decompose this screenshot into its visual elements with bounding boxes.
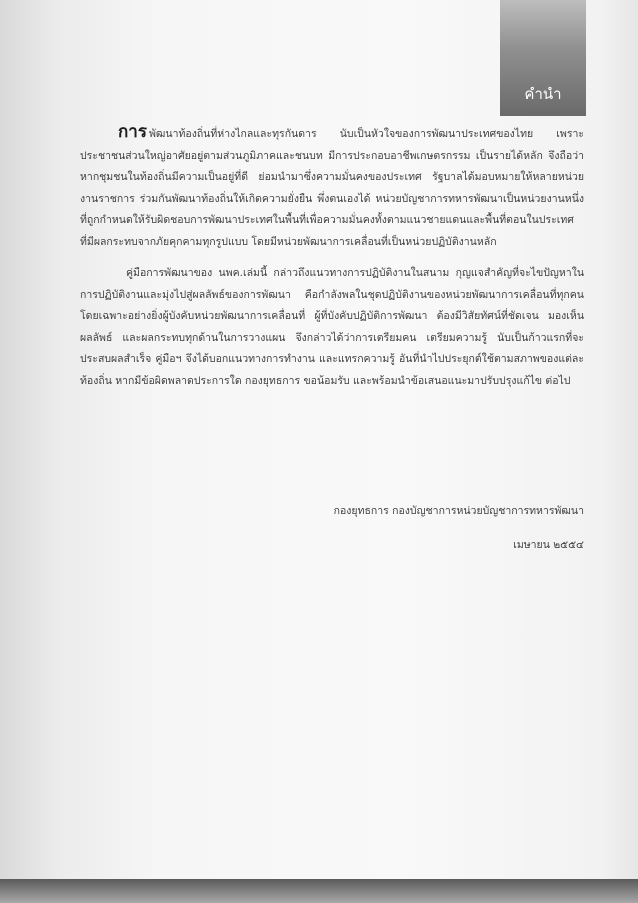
date: เมษายน ๒๕๕๔ — [513, 539, 584, 551]
page-title: คำนำ — [524, 85, 562, 103]
paragraph-2 — [80, 263, 584, 392]
lead-word: การ — [118, 122, 147, 142]
paragraph-2-text: คู่มือการพัฒนาของ นพค.เล่มนี้ กล่าวถึงแนวทางการปฏิบัติงานในสนาม กุญแจสำคัญที่จะไขปัญหาในการปฏิบัติงานและมุ่งไปสู่ผลลัพธ์ของการพัฒนา คือกำลังพลในชุดปฏิบัติงานของหน่วยพัฒนาการเคลื่อนที่ทุกคน โดยเฉพาะอย่างยิ่งผู้บังคับหน่วยพัฒนาการเคลื่อนที่ ผู้ที่บังคับปฏิบัติการพัฒนา ต้องมีวิสัยทัศน์ที่ชัดเจน มองเห็นผลลัพธ์ และผลกระทบทุกด้านในการวางแผน จึงกล่าวได้ว่าการเตรียมคน เตรียมความรู้ นับเป็นก้าวแรกที่จะประสบผลสำเร็จ คู่มือฯ จึงได้บอกแนวทางการทำงาน และแทรกความรู้ อันที่นำไปประยุกต์ใช้ตามสภาพของแต่ละท้องถิ่น หากมีข้อผิดพลาดประการใด กองยุทธการ ขอน้อมรับ และพร้อมนำข้อเสนอแนะมาปรับปรุงแก้ไข ต่อไป — [80, 267, 584, 387]
paragraph-1-text: พัฒนาท้องถิ่นที่ห่างไกลและทุรกันดาร นับเป็นหัวใจของการพัฒนาประเทศของไทย เพราะประชาชนส่วนใหญ่อาศัยอยู่ตามส่วนภูมิภาคและชนบท มีการประกอบอาชีพเกษตรกรรม เป็นรายได้หลัก จึงถือว่าหากชุมชนในท้องถิ่นมีความเป็นอยู่ที่ดี ย่อมนำมาซึ่งความมั่นคงของประเทศ รัฐบาลได้มอบหมายให้หลายหน่วยงานราชการ ร่วมกันพัฒนาท้องถิ่นให้เกิดความยั่งยืน พึ่งตนเองได้ หน่วยบัญชาการทหารพัฒนาเป็นหน่วยงานหนึ่งที่ถูกกำหนดให้รับผิดชอบการพัฒนาประเทศในพื้นที่เพื่อความมั่นคงทั้งตามแนวชายแดนและพื้นที่ตอนในประเทศ ที่มีผลกระทบจากภัยคุกคามทุกรูปแบบ โดยมีหน่วยพัฒนาการเคลื่อนที่เป็นหน่วยปฏิบัติงานหลัก — [80, 128, 584, 248]
paragraph-1 — [80, 122, 584, 253]
preface-body — [80, 122, 584, 392]
page-bottom-edge — [0, 879, 638, 903]
header-tab — [500, 0, 586, 116]
signature: กองยุทธการ กองบัญชาการหน่วยบัญชาการทหารพัฒนา — [333, 505, 584, 517]
